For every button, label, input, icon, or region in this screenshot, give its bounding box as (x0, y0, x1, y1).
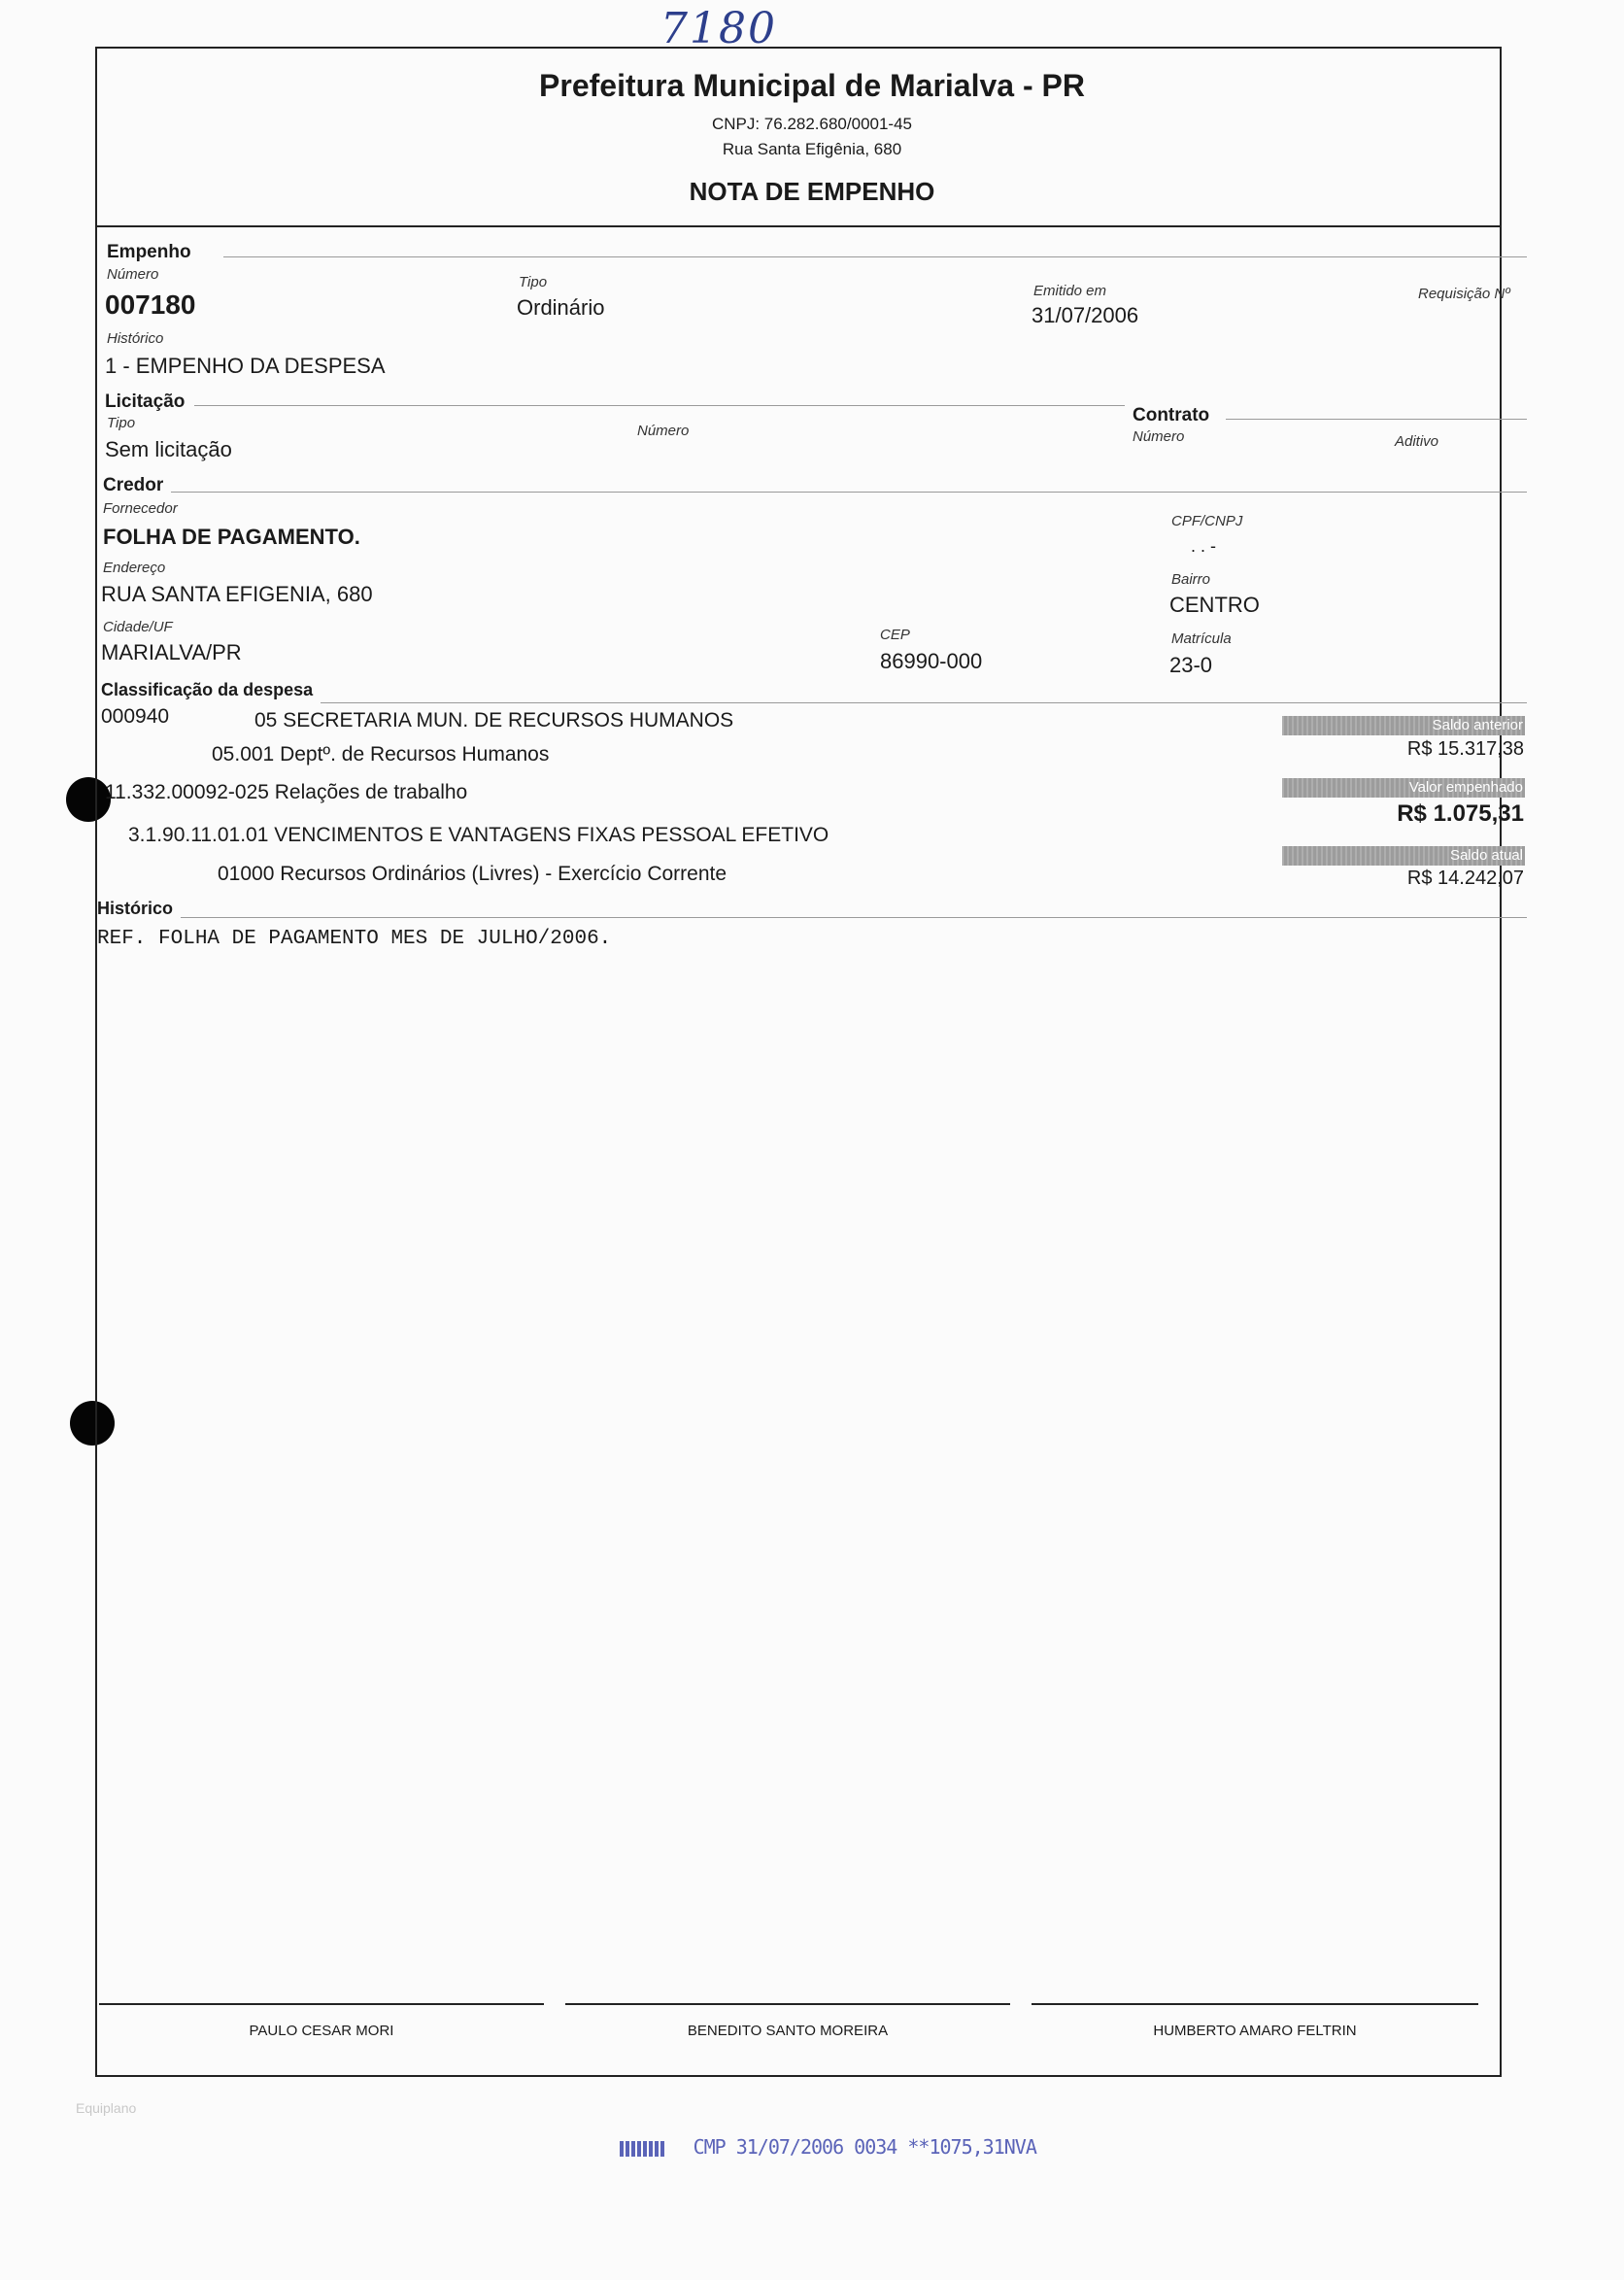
fornecedor-label: Fornecedor (103, 500, 178, 517)
stamp-text: CMP 31/07/2006 0034 **1075,31NVA (693, 2135, 1036, 2159)
bank-stamp (620, 2135, 1036, 2160)
saldo-atual-label: Saldo atual (1282, 846, 1525, 866)
saldo-atual-value: R$ 14.242,07 (1406, 868, 1524, 889)
empenho-historico-label: Histórico (107, 330, 164, 347)
endereco-value: RUA SANTA EFIGENIA, 680 (101, 582, 373, 606)
licitacao-tipo-label: Tipo (107, 415, 136, 431)
header-divider (95, 225, 1502, 227)
address-line: Rua Santa Efigênia, 680 (722, 140, 902, 158)
cep-value: 86990-000 (880, 649, 983, 673)
cnpj-line: CNPJ: 76.282.680/0001-45 (711, 115, 913, 133)
valor-empenhado-value: R$ 1.075,31 (1397, 800, 1524, 827)
document-frame (95, 47, 1502, 2077)
classificacao-code: 000940 (101, 705, 170, 728)
credor-section-title: Credor (103, 475, 164, 495)
signature-line-1 (99, 2003, 544, 2005)
classificacao-section-title: Classificação da despesa (101, 680, 314, 699)
document-title: NOTA DE EMPENHO (689, 177, 935, 206)
saldo-anterior-value: R$ 15.317,38 (1406, 738, 1524, 760)
valor-empenhado-label: Valor empenhado (1282, 778, 1525, 798)
footer-brand: Equiplano (76, 2100, 137, 2116)
classificacao-unidade: 05.001 Deptº. de Recursos Humanos (212, 743, 550, 766)
empenho-historico: 1 - EMPENHO DA DESPESA (105, 354, 386, 378)
licitacao-section-title: Licitação (105, 391, 186, 412)
classificacao-orgao: 05 SECRETARIA MUN. DE RECURSOS HUMANOS (254, 709, 734, 732)
contrato-numero-label: Número (1133, 428, 1185, 445)
empenho-tipo-label: Tipo (519, 274, 548, 290)
empenho-section-title: Empenho (107, 242, 191, 262)
emitido-em-label: Emitido em (1033, 283, 1107, 299)
matricula-label: Matrícula (1171, 630, 1232, 647)
credor-rule (171, 492, 1527, 493)
signature-name-2: BENEDITO SANTO MOREIRA (687, 2023, 889, 2039)
empenho-tipo: Ordinário (517, 295, 605, 320)
emitido-em: 31/07/2006 (1032, 303, 1139, 327)
contrato-aditivo-label: Aditivo (1395, 433, 1439, 450)
matricula-value: 23-0 (1169, 653, 1213, 677)
stamp-logo-icon (620, 2141, 666, 2157)
licitacao-numero-label: Número (637, 423, 690, 439)
classificacao-natureza: 3.1.90.11.01.01 VENCIMENTOS E VANTAGENS FIXAS PESSOAL EFETIVO (128, 824, 829, 846)
empenho-numero-label: Número (107, 266, 159, 283)
contrato-section-title: Contrato (1133, 405, 1210, 425)
cep-label: CEP (880, 627, 910, 643)
licitacao-tipo: Sem licitação (105, 437, 232, 461)
cidade-uf-value: MARIALVA/PR (101, 640, 242, 664)
classificacao-funcional: 11.332.00092-025 Relações de trabalho (105, 781, 468, 803)
signature-line-3 (1032, 2003, 1478, 2005)
bairro-value: CENTRO (1169, 593, 1260, 617)
licitacao-rule (194, 405, 1125, 406)
signature-name-1: PAULO CESAR MORI (249, 2023, 394, 2039)
empenho-numero: 007180 (105, 289, 196, 320)
bairro-label: Bairro (1171, 571, 1211, 588)
endereco-label: Endereço (103, 560, 166, 576)
signature-line-2 (565, 2003, 1010, 2005)
contrato-rule (1226, 419, 1527, 420)
cpf-cnpj-value: . . - (1191, 536, 1216, 556)
cidade-uf-label: Cidade/UF (103, 619, 173, 635)
municipality-title: Prefeitura Municipal de Marialva - PR (539, 68, 1085, 103)
fornecedor-value: FOLHA DE PAGAMENTO. (103, 525, 360, 549)
historico-section-title: Histórico (97, 899, 174, 918)
cpf-cnpj-label: CPF/CNPJ (1171, 513, 1243, 529)
classificacao-recurso: 01000 Recursos Ordinários (Livres) - Exercício Corrente (218, 863, 727, 885)
requisicao-label: Requisição Nº (1418, 286, 1510, 302)
historico-rule (181, 917, 1527, 918)
handwritten-number: 7180 (660, 4, 777, 53)
classificacao-rule (321, 702, 1527, 703)
historico-text: REF. FOLHA DE PAGAMENTO MES DE JULHO/2006. (97, 928, 612, 950)
empenho-rule (223, 256, 1527, 257)
saldo-anterior-label: Saldo anterior (1282, 716, 1525, 735)
signature-name-3: HUMBERTO AMARO FELTRIN (1153, 2023, 1357, 2039)
